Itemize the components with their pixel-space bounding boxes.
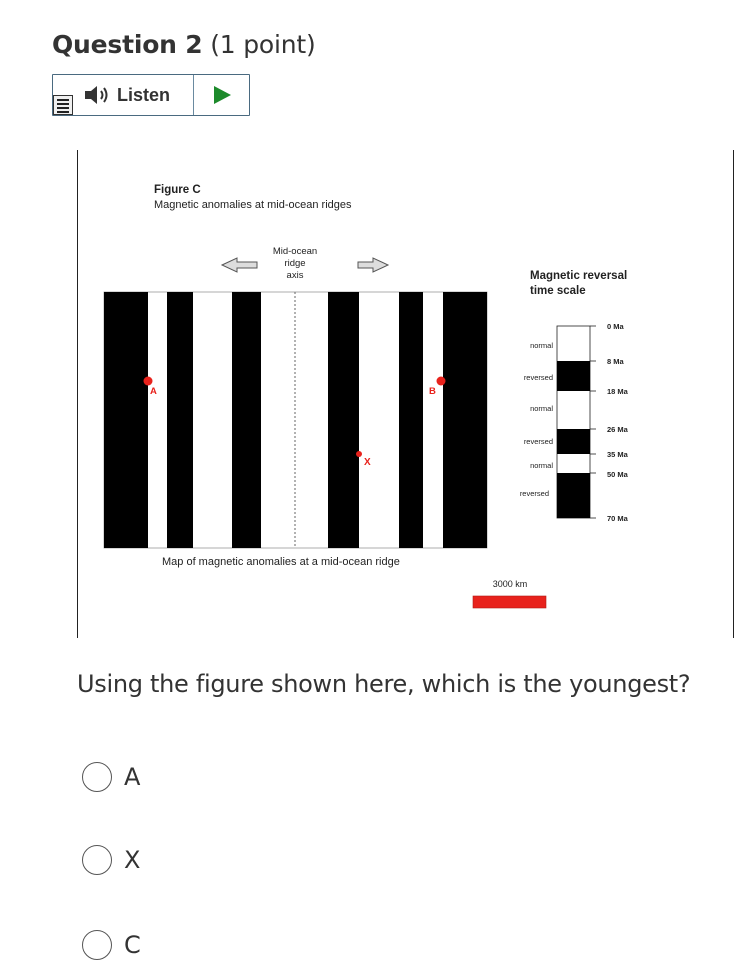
point-b-marker — [437, 377, 446, 386]
polarity-column — [557, 326, 596, 518]
age-label: 50 Ma — [607, 470, 628, 479]
option-label: X — [124, 846, 141, 874]
polarity-label: reversed — [523, 437, 553, 446]
stripe-reversed — [328, 292, 359, 548]
answer-option-x[interactable] — [82, 843, 140, 877]
point-x-label: X — [364, 457, 371, 468]
polarity-label: reversed — [523, 373, 553, 382]
answer-option-c[interactable] — [82, 928, 141, 962]
scale-title-line-2: time scale — [530, 285, 586, 297]
map-caption: Map of magnetic anomalies at a mid-ocean ridge — [162, 556, 400, 568]
option-label: A — [124, 763, 141, 791]
ridge-label-line-2: ridge — [284, 258, 306, 269]
question-text: Using the figure shown here, which is the youngest? — [77, 670, 691, 698]
radio-button[interactable] — [82, 845, 112, 875]
scale-bar-label: 3000 km — [492, 579, 528, 589]
figure-title: Figure C — [154, 184, 201, 196]
point-b-label: B — [429, 386, 436, 397]
toolbar-divider — [193, 75, 194, 115]
anomaly-map — [104, 292, 487, 548]
polarity-band-reversed — [557, 361, 590, 391]
point-a-marker — [144, 377, 153, 386]
ridge-label-line-1: Mid-ocean — [272, 246, 318, 257]
speaker-icon — [83, 84, 111, 106]
stripe-reversed — [167, 292, 193, 548]
figure-image — [77, 150, 734, 638]
polarity-label: normal — [530, 404, 553, 413]
stripe-reversed — [399, 292, 423, 548]
question-points: (1 point) — [210, 30, 316, 59]
polarity-band-reversed — [557, 429, 590, 454]
arrow-left-icon — [222, 258, 257, 272]
polarity-label: reversed — [519, 489, 549, 498]
point-x-marker — [356, 451, 362, 457]
question-number: Question 2 — [52, 30, 203, 59]
polarity-label: normal — [530, 461, 553, 470]
menu-icon[interactable] — [53, 95, 73, 115]
magnetic-anomaly-figure — [77, 150, 734, 638]
point-a-label: A — [150, 386, 157, 397]
arrow-right-icon — [358, 258, 388, 272]
age-label: 8 Ma — [607, 357, 624, 366]
figure-subtitle: Magnetic anomalies at mid-ocean ridges — [154, 199, 352, 211]
radio-button[interactable] — [82, 930, 112, 960]
stripe-reversed — [232, 292, 261, 548]
age-label: 18 Ma — [607, 387, 628, 396]
listen-button[interactable] — [83, 83, 170, 107]
polarity-band-reversed — [557, 473, 590, 518]
stripe-reversed — [443, 292, 487, 548]
listen-toolbar — [52, 74, 250, 116]
radio-button[interactable] — [82, 762, 112, 792]
age-label: 70 Ma — [607, 514, 628, 523]
age-label: 35 Ma — [607, 450, 628, 459]
stripe-reversed — [104, 292, 148, 548]
play-icon[interactable] — [211, 84, 233, 106]
ridge-label-line-3: axis — [286, 270, 304, 281]
scale-title-line-1: Magnetic reversal — [530, 270, 628, 282]
listen-label: Listen — [117, 84, 171, 105]
scale-bar — [473, 596, 546, 608]
polarity-label: normal — [530, 341, 553, 350]
option-label: C — [124, 931, 141, 959]
answer-option-a[interactable] — [82, 760, 140, 794]
question-heading — [52, 30, 316, 59]
age-label: 0 Ma — [607, 322, 624, 331]
age-label: 26 Ma — [607, 425, 628, 434]
